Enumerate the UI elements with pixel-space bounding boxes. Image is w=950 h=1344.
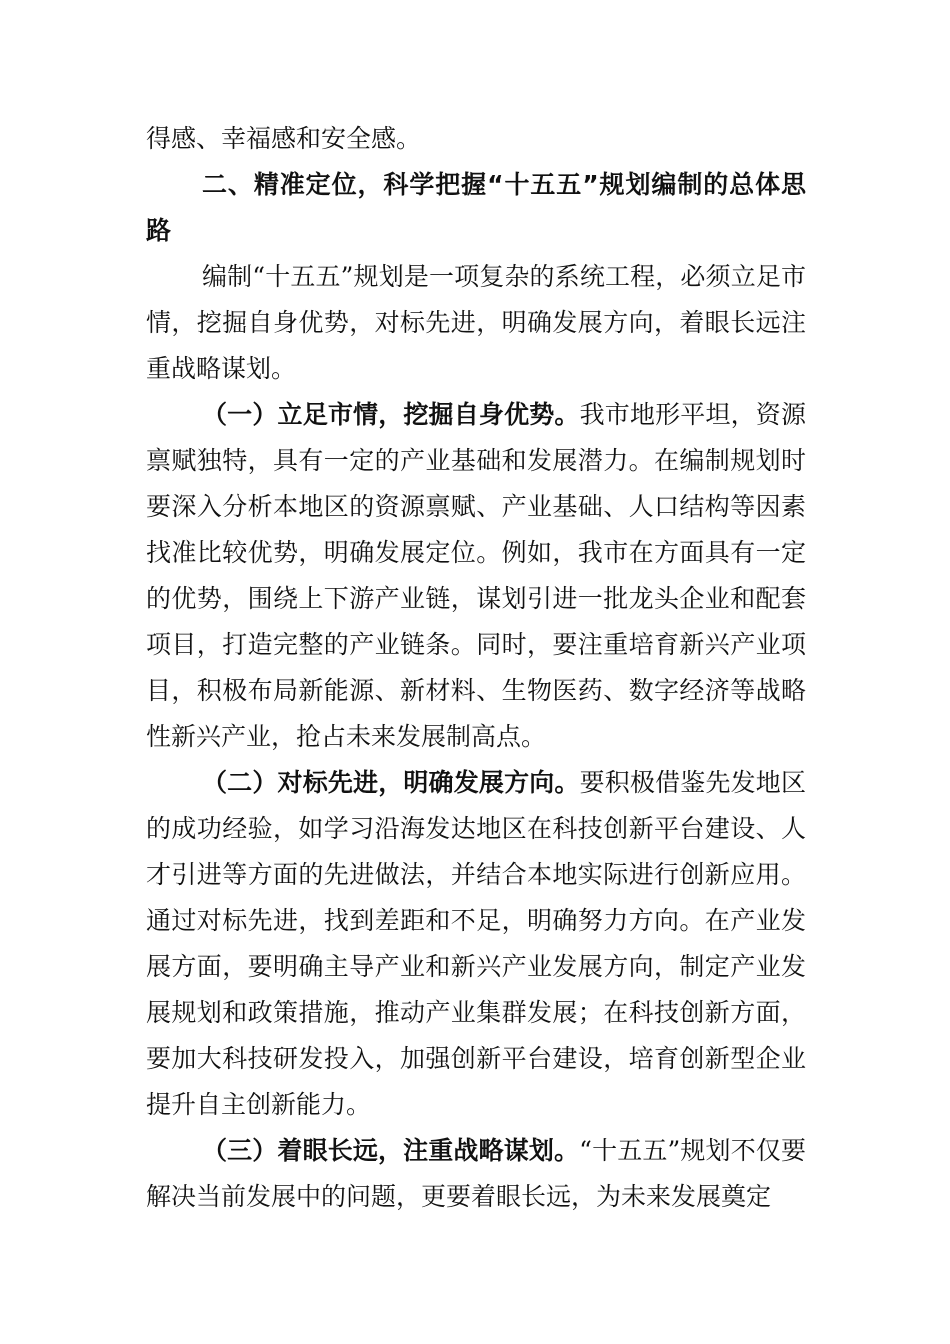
item-body-1: 我市地形平坦，资源禀赋独特，具有一定的产业基础和发展潜力。在编制规划时要深入分析本地区的资源禀赋、产业基础、人口结构等因素找准比较优势，明确发展定位。例如，我市在方面具有一定的优势，围绕上下游产业链，谋划引进一批龙头企业和配套项目，打造完整的产业链条。同时，要注重培育新兴产业项目，积极布局新能源、新材料、生物医药、数字经济等战略性新兴产业，抢占未来发展制高点。 [146,400,806,751]
item-body-2: 要积极借鉴先发地区的成功经验，如学习沿海发达地区在科技创新平台建设、人才引进等方面的先进做法，并结合本地实际进行创新应用。通过对标先进，找到差距和不足，明确努力方向。在产业发展方面，要明确主导产业和新兴产业发展方向，制定产业发展规划和政策措施，推动产业集群发展；在科技创新方面，要加大科技研发投入，加强创新平台建设，培育创新型企业提升自主创新能力。 [146,768,806,1119]
item-heading-2: （二）对标先进，明确发展方向。 [202,768,580,797]
intro-paragraph: 编制“十五五”规划是一项复杂的系统工程，必须立足市情，挖掘自身优势，对标先进，明确发展方向，着眼长远注重战略谋划。 [146,262,806,383]
item-body-3: “十五五”规划不仅要解决当前发展中的问题，更要着眼长远，为未来发展奠定 [146,1136,806,1211]
item-paragraph-2 [146,760,806,1128]
continuation-paragraph: 得感、幸福感和安全感。 [146,124,422,153]
item-paragraph-1 [146,392,806,760]
item-heading-1: （一）立足市情，挖掘自身优势。 [202,400,580,429]
item-heading-3: （三）着眼长远，注重战略谋划。 [202,1136,580,1165]
document-body [146,116,806,1220]
item-paragraph-3 [146,1128,806,1220]
section-heading: 二、精准定位，科学把握“十五五”规划编制的总体思路 [146,170,806,245]
